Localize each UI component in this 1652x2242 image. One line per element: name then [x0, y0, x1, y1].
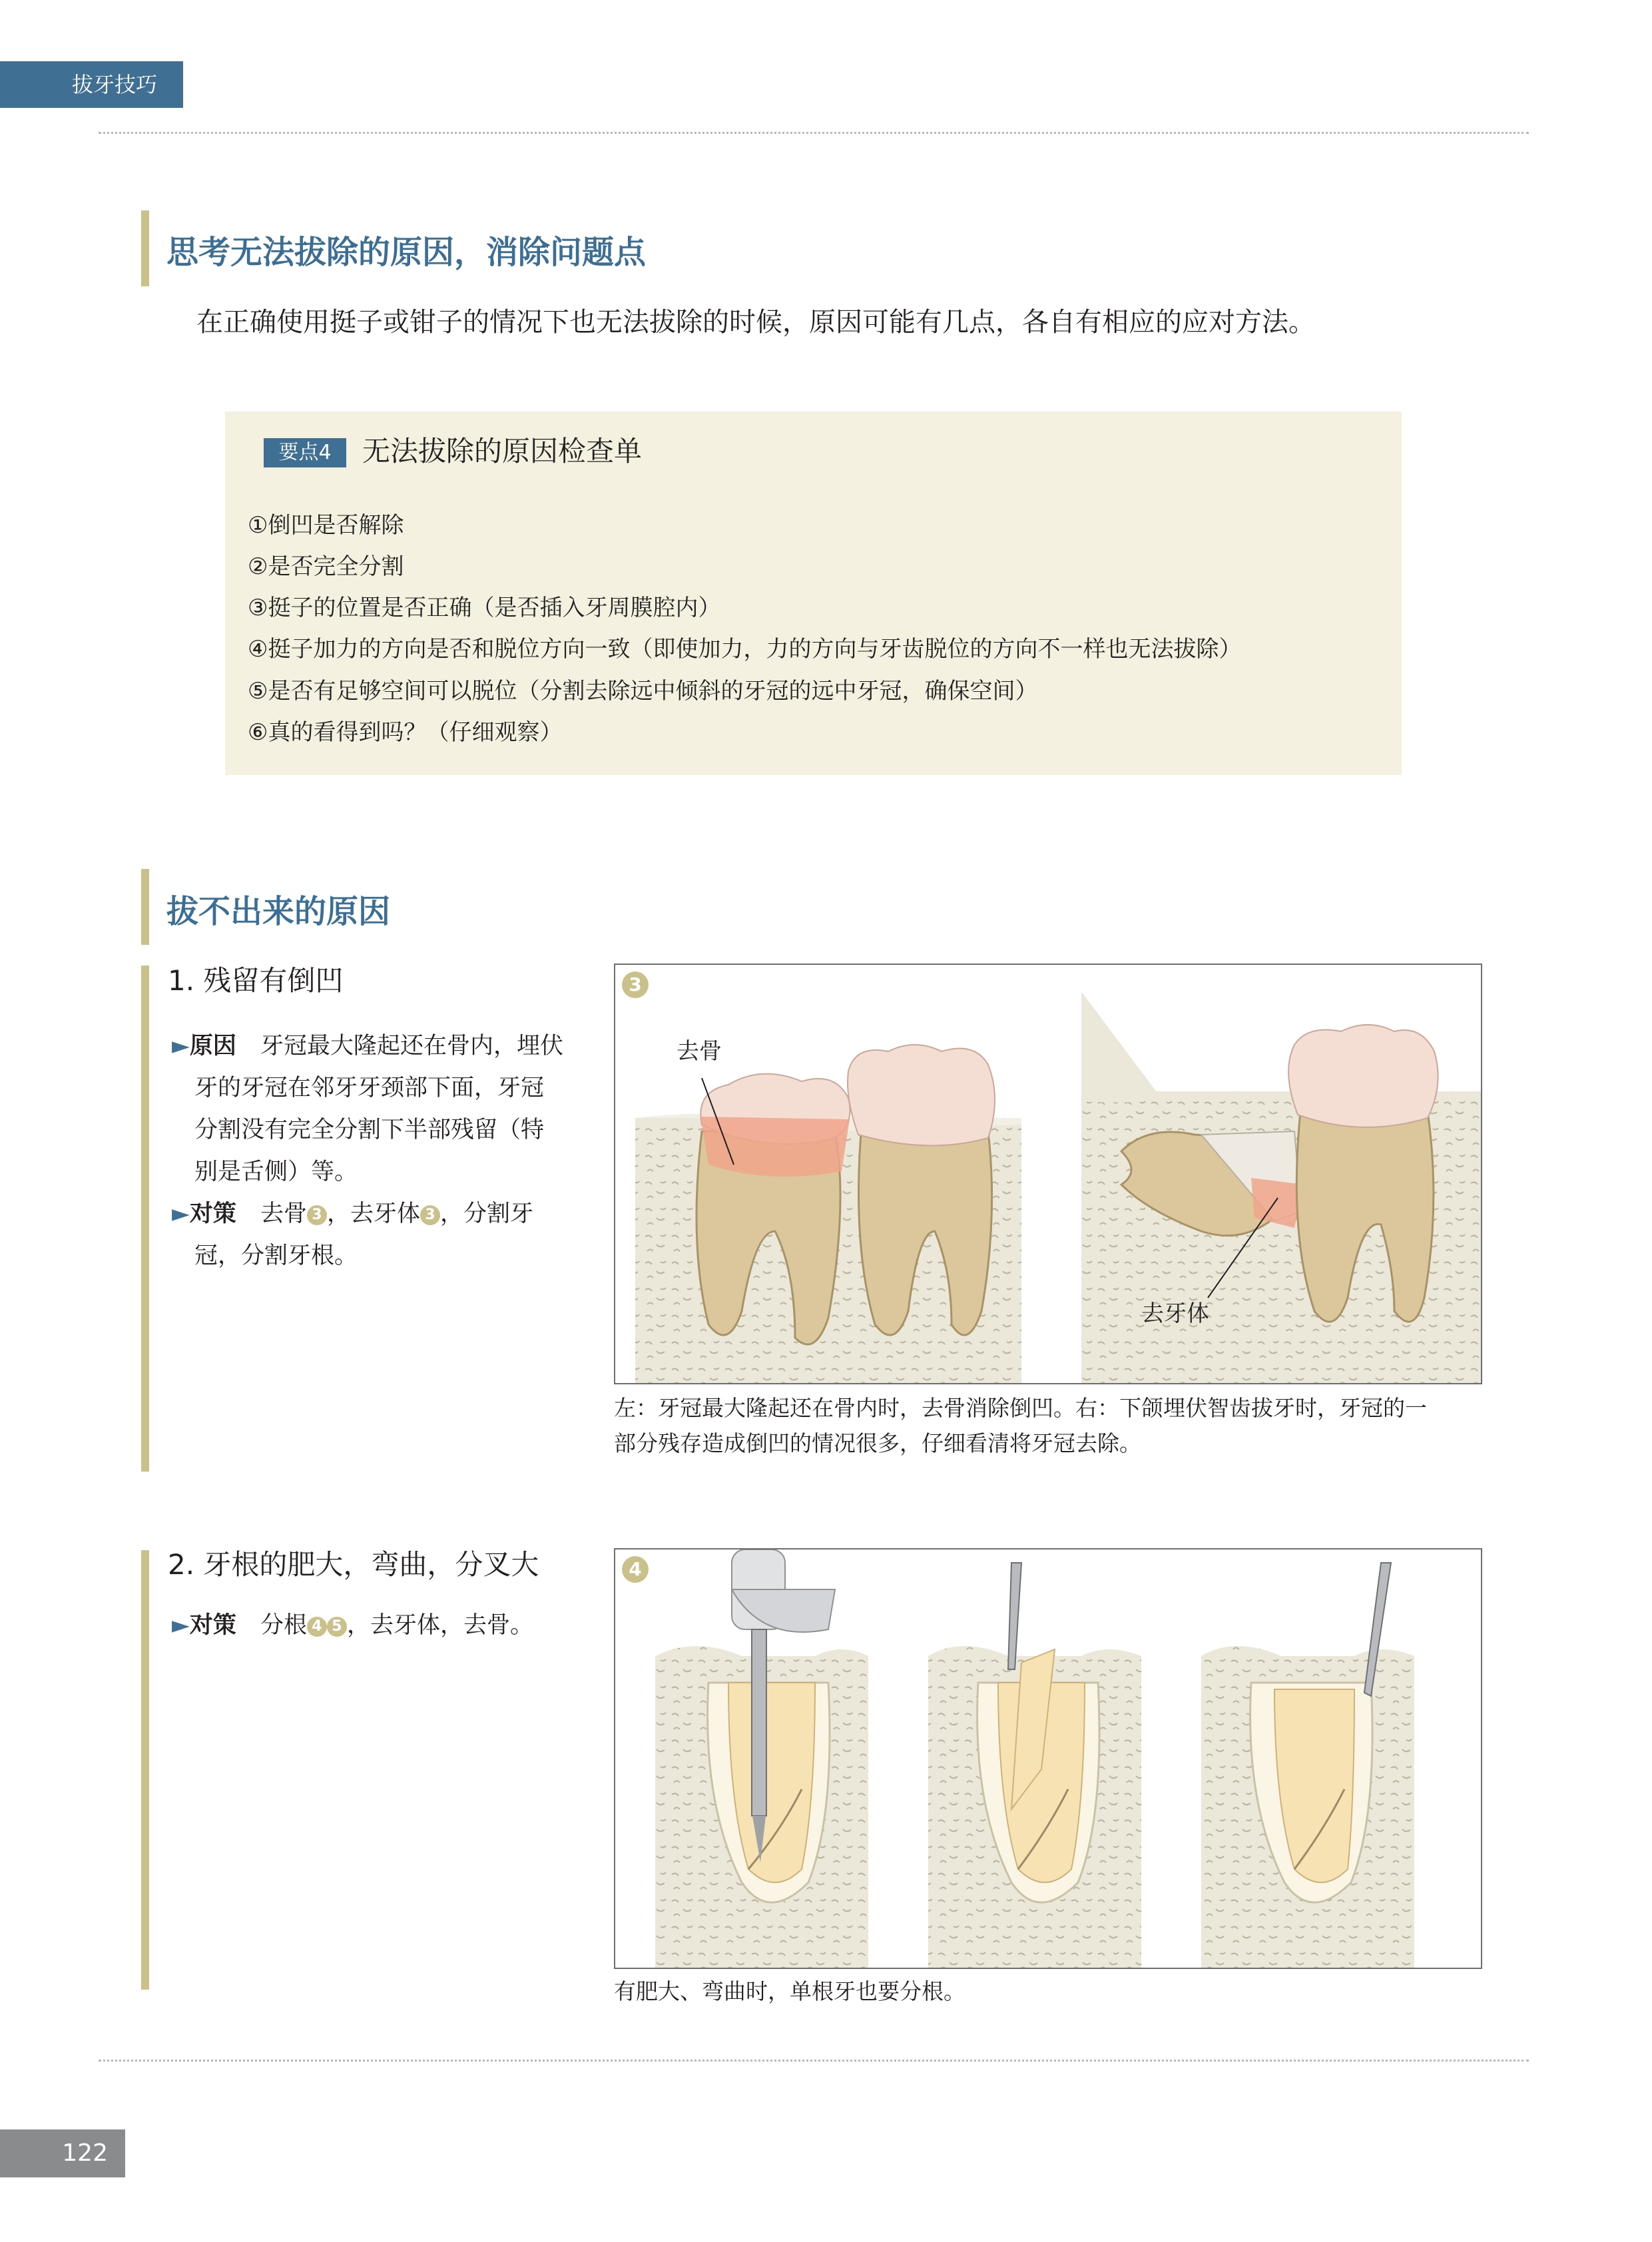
panel-2	[928, 1563, 1141, 1968]
figure-ref-badge: 3	[307, 1205, 327, 1225]
arrow-icon: ►	[172, 1201, 190, 1227]
heading-bar	[141, 869, 149, 945]
item-bar	[141, 966, 149, 1472]
keypoint-badge: 要点4	[264, 438, 346, 467]
item-title-1: 1. 残留有倒凹	[168, 964, 344, 997]
cause-text-line: 牙的牙冠在邻牙牙颈部下面，牙冠	[194, 1075, 545, 1101]
section-tag: 拔牙技巧	[0, 61, 183, 108]
checklist-item: ①倒凹是否解除	[248, 512, 404, 539]
arrow-icon: ►	[172, 1033, 190, 1059]
label-tooth-removal: 去牙体	[1141, 1300, 1209, 1327]
section-heading-1: 思考无法拔除的原因，消除问题点	[166, 234, 647, 271]
measure-label: 对策	[189, 1201, 236, 1227]
measure-text: 分根	[260, 1612, 307, 1639]
panel-3	[1201, 1563, 1414, 1968]
measure-label: 对策	[189, 1612, 236, 1639]
tooth-illustration-3	[615, 965, 1481, 1383]
measure-text-line: 冠，分割牙根。	[194, 1243, 358, 1269]
figure-ref-badge: 4	[307, 1617, 327, 1637]
measure-text: 去骨	[260, 1201, 307, 1227]
measure-text: ，分割牙	[439, 1201, 533, 1227]
measure-text: ，去牙体，去骨。	[346, 1612, 533, 1639]
label-bone-removal: 去骨	[677, 1038, 722, 1065]
panel-1	[655, 1549, 868, 1968]
footer-divider	[99, 2060, 1529, 2062]
item-bar	[141, 1550, 149, 1990]
arrow-icon: ►	[172, 1612, 190, 1639]
measure-block-2	[172, 1605, 533, 1647]
figure-4-caption: 有肥大、弯曲时，单根牙也要分根。	[614, 1978, 965, 2004]
figure-ref-badge: 3	[420, 1205, 440, 1225]
header-divider	[99, 132, 1529, 134]
checklist-item: ②是否完全分割	[248, 553, 404, 580]
root-split-illustration	[615, 1549, 1481, 1968]
checklist-item: ⑤是否有足够空间可以脱位（分割去除远中倾斜的牙冠的远中牙冠，确保空间）	[248, 678, 1038, 704]
cause-label: 原因	[189, 1033, 236, 1059]
page-number: 122	[0, 2129, 125, 2177]
section-heading-2: 拔不出来的原因	[166, 893, 391, 930]
figure-number-badge: 4	[622, 1556, 649, 1583]
figure-3	[614, 964, 1482, 1384]
checklist-item: ⑥真的看得到吗？（仔细观察）	[248, 719, 563, 746]
figure-ref-badge: 5	[327, 1617, 347, 1637]
measure-text: ，去牙体	[326, 1201, 420, 1227]
caption-line: 左：牙冠最大隆起还在骨内时，去骨消除倒凹。右：下颌埋伏智齿拔牙时，牙冠的一	[614, 1395, 1427, 1421]
heading-bar	[141, 210, 149, 286]
cause-text-line: 别是舌侧）等。	[194, 1159, 358, 1185]
intro-paragraph: 在正确使用挺子或钳子的情况下也无法拔除的时候，原因可能有几点，各自有相应的应对方法。	[196, 307, 1315, 338]
cause-block	[172, 1025, 598, 1277]
cause-text-line: 分割没有完全分割下半部残留（特	[194, 1117, 545, 1143]
figure-3-caption	[614, 1390, 1486, 1461]
figure-4	[614, 1548, 1482, 1969]
cause-text-line: 牙冠最大隆起还在骨内，埋伏	[260, 1033, 563, 1059]
figure-number-badge: 3	[622, 972, 649, 998]
keypoint-title: 无法拔除的原因检查单	[362, 435, 643, 467]
checklist-item: ④挺子加力的方向是否和脱位方向一致（即使加力，力的方向与牙齿脱位的方向不一样也无法拔除）	[248, 636, 1242, 663]
checklist-item: ③挺子的位置是否正确（是否插入牙周膜腔内）	[248, 595, 721, 621]
item-title-2: 2. 牙根的肥大，弯曲，分叉大	[168, 1548, 539, 1581]
caption-line: 部分残存造成倒凹的情况很多，仔细看清将牙冠去除。	[614, 1430, 1141, 1456]
